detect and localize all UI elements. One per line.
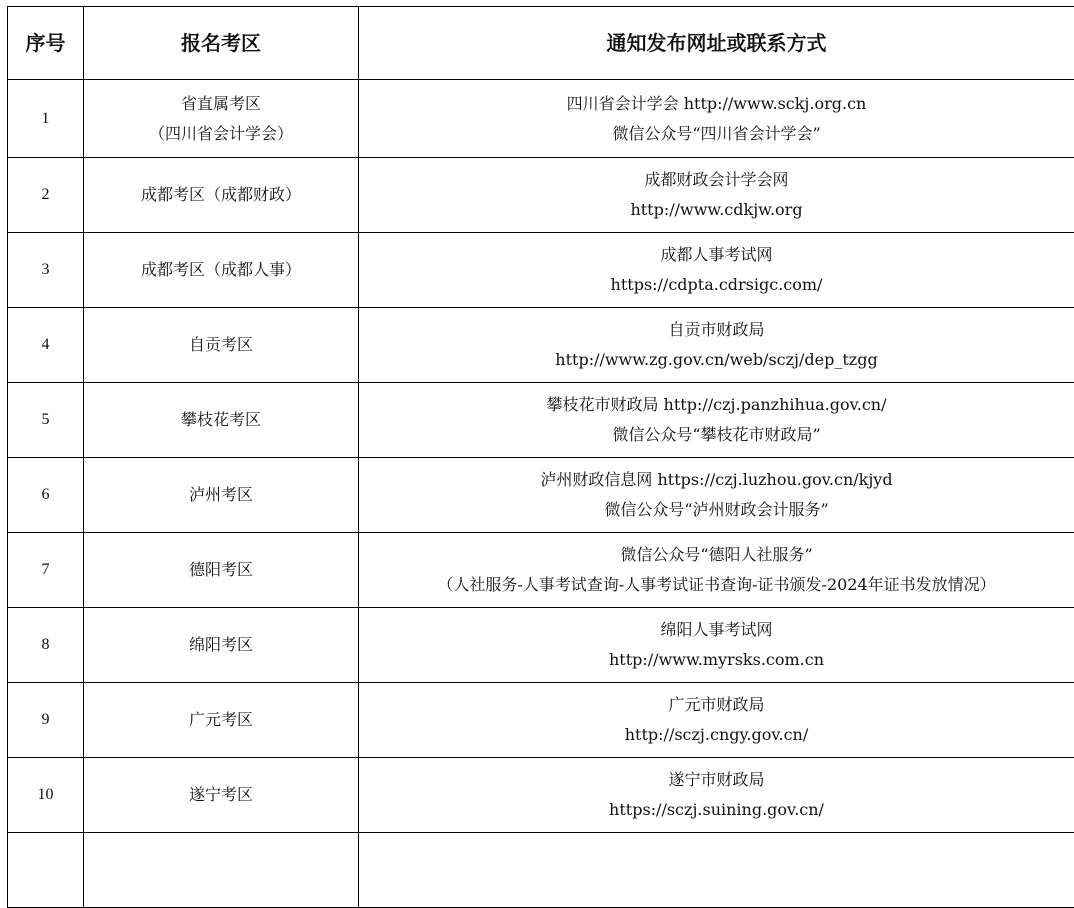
exam-area-line: 德阳考区: [84, 555, 358, 585]
contact-line: https://cdpta.cdrsigc.com/: [359, 270, 1074, 300]
row-serial-number: 10: [8, 758, 84, 833]
contact-line: 微信公众号“德阳人社服务”: [359, 540, 1074, 570]
row-exam-area: [84, 158, 359, 233]
contact-line: 泸州财政信息网 https://czj.luzhou.gov.cn/kjyd: [359, 465, 1074, 495]
contact-line: 遂宁市财政局: [359, 765, 1074, 795]
contact-line: 成都财政会计学会网: [359, 165, 1074, 195]
table-row: [8, 758, 1074, 833]
exam-area-line: 绵阳考区: [84, 630, 358, 660]
header-notice-contact: 通知发布网址或联系方式: [359, 7, 1074, 80]
row-exam-area: [84, 833, 359, 908]
row-exam-area: [84, 308, 359, 383]
contact-line: （人社服务-人事考试查询-人事考试证书查询-证书颁发-2024年证书发放情况）: [359, 570, 1074, 600]
row-serial-number: 9: [8, 683, 84, 758]
row-notice-contact: [359, 458, 1074, 533]
row-exam-area: [84, 608, 359, 683]
exam-area-line: 广元考区: [84, 705, 358, 735]
row-notice-contact: [359, 608, 1074, 683]
exam-area-line: 成都考区（成都财政）: [84, 180, 358, 210]
contact-line: 微信公众号“泸州财政会计服务”: [359, 495, 1074, 525]
row-exam-area: [84, 533, 359, 608]
row-notice-contact: [359, 80, 1074, 158]
row-notice-contact: [359, 233, 1074, 308]
row-serial-number: 4: [8, 308, 84, 383]
row-exam-area: [84, 683, 359, 758]
contact-line: 绵阳人事考试网: [359, 615, 1074, 645]
contact-line: http://www.zg.gov.cn/web/sczj/dep_tzgg: [359, 345, 1074, 375]
row-serial-number: 1: [8, 80, 84, 158]
contact-line: 四川省会计学会 http://www.sckj.org.cn: [359, 89, 1074, 119]
contact-line: http://www.myrsks.com.cn: [359, 645, 1074, 675]
contact-line: 微信公众号“攀枝花市财政局”: [359, 420, 1074, 450]
table-row: [8, 308, 1074, 383]
table-row: [8, 683, 1074, 758]
row-notice-contact: [359, 758, 1074, 833]
table-row-partial: [8, 833, 1074, 908]
contact-line: http://www.cdkjw.org: [359, 195, 1074, 225]
exam-area-line: （四川省会计学会）: [84, 119, 358, 149]
contact-line: https://sczj.suining.gov.cn/: [359, 795, 1074, 825]
row-notice-contact: [359, 533, 1074, 608]
row-notice-contact: [359, 308, 1074, 383]
table-row: [8, 533, 1074, 608]
exam-area-line: 泸州考区: [84, 480, 358, 510]
exam-area-line: 遂宁考区: [84, 780, 358, 810]
row-exam-area: [84, 233, 359, 308]
table-row: [8, 608, 1074, 683]
row-exam-area: [84, 758, 359, 833]
row-exam-area: [84, 80, 359, 158]
contact-line: 广元市财政局: [359, 690, 1074, 720]
exam-area-line: 成都考区（成都人事）: [84, 255, 358, 285]
exam-area-line: 省直属考区: [84, 89, 358, 119]
exam-area-notice-table: [7, 6, 1074, 908]
header-exam-area: 报名考区: [84, 7, 359, 80]
table-row: [8, 233, 1074, 308]
table-row: [8, 458, 1074, 533]
row-exam-area: [84, 458, 359, 533]
row-notice-contact: [359, 158, 1074, 233]
contact-line: 攀枝花市财政局 http://czj.panzhihua.gov.cn/: [359, 390, 1074, 420]
table-header-row: [8, 7, 1074, 80]
table-row: [8, 80, 1074, 158]
contact-line: 自贡市财政局: [359, 315, 1074, 345]
header-serial-number: 序号: [8, 7, 84, 80]
contact-line: 微信公众号“四川省会计学会”: [359, 119, 1074, 149]
row-serial-number: [8, 833, 84, 908]
row-notice-contact: [359, 683, 1074, 758]
table-row: [8, 158, 1074, 233]
contact-line: http://sczj.cngy.gov.cn/: [359, 720, 1074, 750]
exam-area-line: 自贡考区: [84, 330, 358, 360]
row-serial-number: 7: [8, 533, 84, 608]
table-row: [8, 383, 1074, 458]
row-serial-number: 5: [8, 383, 84, 458]
row-serial-number: 2: [8, 158, 84, 233]
row-exam-area: [84, 383, 359, 458]
contact-line: 成都人事考试网: [359, 240, 1074, 270]
row-serial-number: 3: [8, 233, 84, 308]
row-serial-number: 6: [8, 458, 84, 533]
exam-area-line: 攀枝花考区: [84, 405, 358, 435]
row-serial-number: 8: [8, 608, 84, 683]
row-notice-contact: [359, 833, 1074, 908]
row-notice-contact: [359, 383, 1074, 458]
